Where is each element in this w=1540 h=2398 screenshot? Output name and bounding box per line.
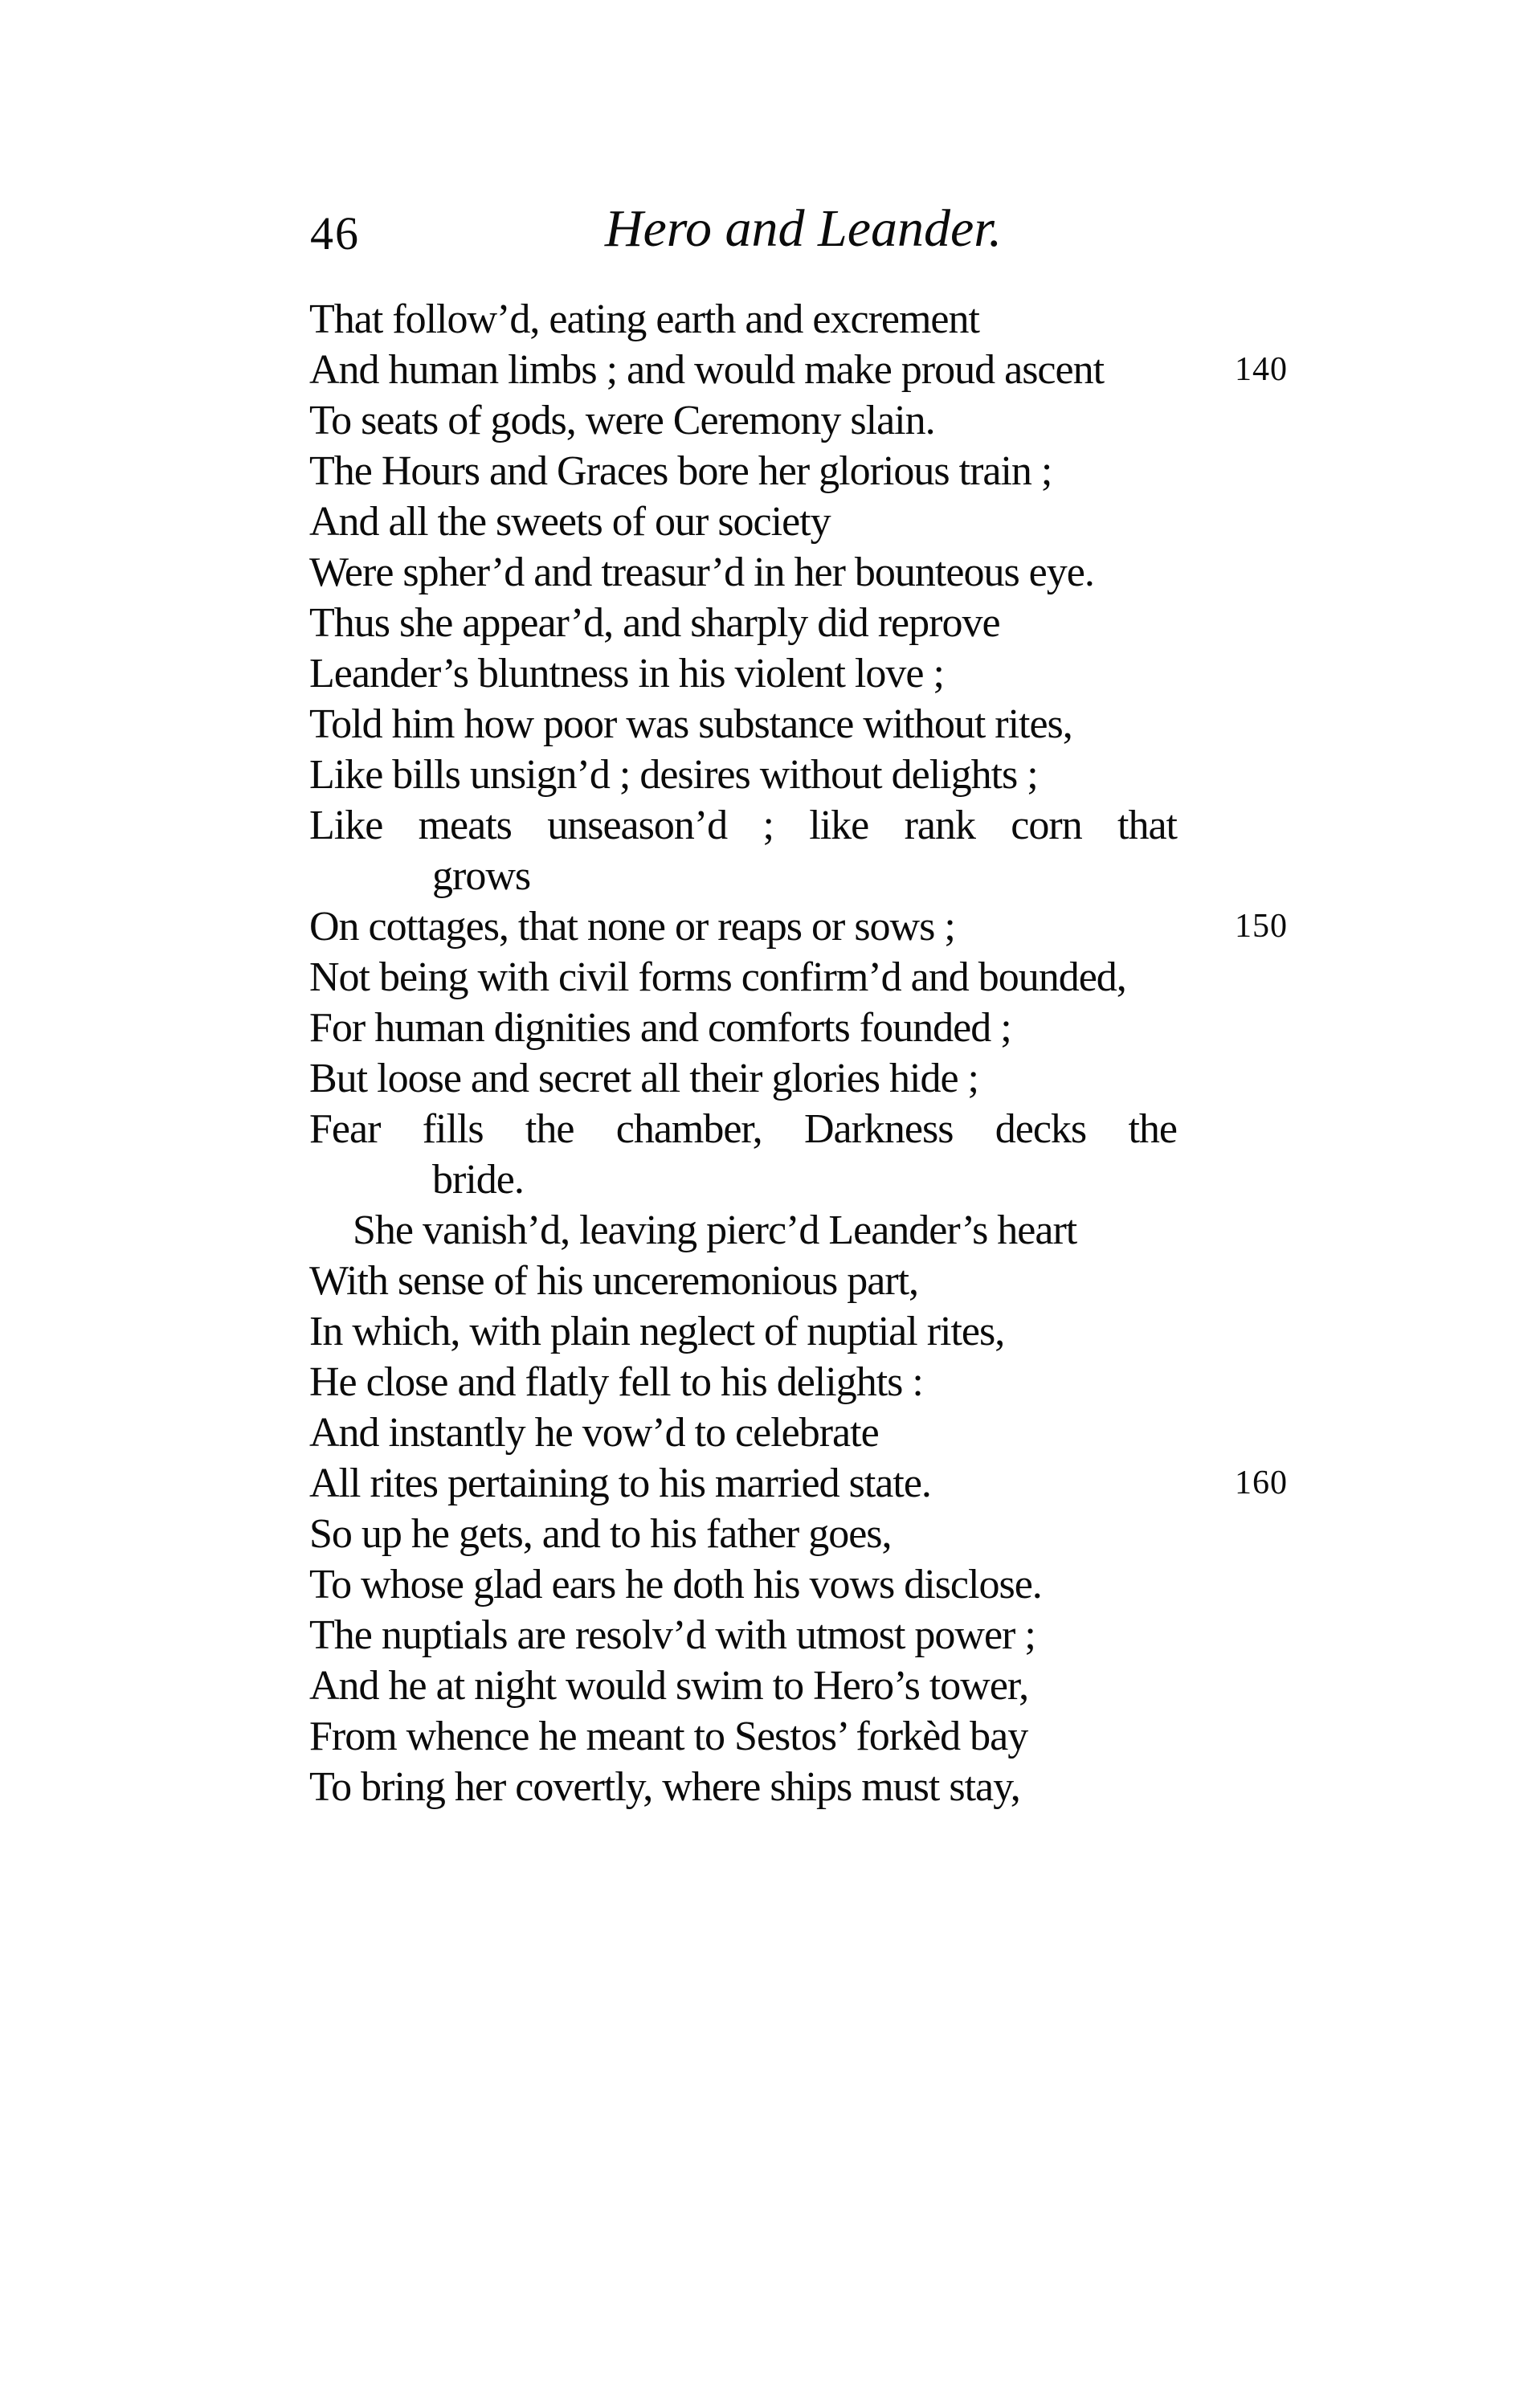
poem-line: With sense of his unceremonious part, xyxy=(309,1258,919,1304)
poem-line: So up he gets, and to his father goes, xyxy=(309,1511,892,1557)
poem-line: Fear fills the chamber, Darkness decks the xyxy=(309,1106,1177,1152)
poem-line: To bring her covertly, where ships must stay, xyxy=(309,1764,1020,1810)
poem-line: Thus she appear’d, and sharply did reprove xyxy=(309,600,1000,646)
poem-line: grows xyxy=(432,853,531,899)
poem-line: Were spher’d and treasur’d in her bounteous eye. xyxy=(309,549,1094,595)
poem-line: To whose glad ears he doth his vows disclose. xyxy=(309,1562,1042,1608)
poem-line: On cottages, that none or reaps or sows ; 150 xyxy=(309,904,1288,950)
poem-line: bride. xyxy=(432,1157,524,1203)
poem-text-block xyxy=(309,294,1288,1812)
poem-line: He close and flatly fell to his delights : xyxy=(309,1359,923,1405)
poem-line: And instantly he vow’d to celebrate xyxy=(309,1410,879,1456)
poem-line: Like bills unsign’d ; desires without delights ; xyxy=(309,752,1038,798)
poem-line: And all the sweets of our society xyxy=(309,499,831,545)
poem-line: For human dignities and comforts founded ; xyxy=(309,1005,1011,1051)
poem-line: Told him how poor was substance without rites, xyxy=(309,701,1072,747)
verse-line-number: 150 xyxy=(1235,908,1288,945)
poem-line: In which, with plain neglect of nuptial rites, xyxy=(309,1309,1005,1354)
verse-line-number: 160 xyxy=(1235,1465,1288,1501)
poem-line: That follow’d, eating earth and excrement xyxy=(309,296,979,342)
poem-line: Like meats unseason’d ; like rank corn that xyxy=(309,803,1177,848)
poem-line: The Hours and Graces bore her glorious train ; xyxy=(309,448,1052,494)
page-number: 46 xyxy=(310,207,360,259)
poem-line: But loose and secret all their glories hide ; xyxy=(309,1056,978,1101)
poem-line: All rites pertaining to his married state. 160 xyxy=(309,1460,1288,1506)
running-title: Hero and Leander. xyxy=(604,199,1003,258)
poem-line: She vanish’d, leaving pierc’d Leander’s heart xyxy=(353,1207,1077,1253)
poem-line: Not being with civil forms confirm’d and bounded, xyxy=(309,954,1126,1000)
poem-line: And he at night would swim to Hero’s tower, xyxy=(309,1663,1029,1709)
poem-line: Leander’s bluntness in his violent love ; xyxy=(309,651,944,697)
verse-line-number: 140 xyxy=(1235,351,1288,388)
poem-line: And human limbs ; and would make proud ascent 140 xyxy=(309,347,1288,393)
poem-line: To seats of gods, were Ceremony slain. xyxy=(309,398,935,443)
poem-line: The nuptials are resolv’d with utmost power ; xyxy=(309,1612,1036,1658)
poem-line: From whence he meant to Sestos’ forkèd bay xyxy=(309,1714,1028,1759)
